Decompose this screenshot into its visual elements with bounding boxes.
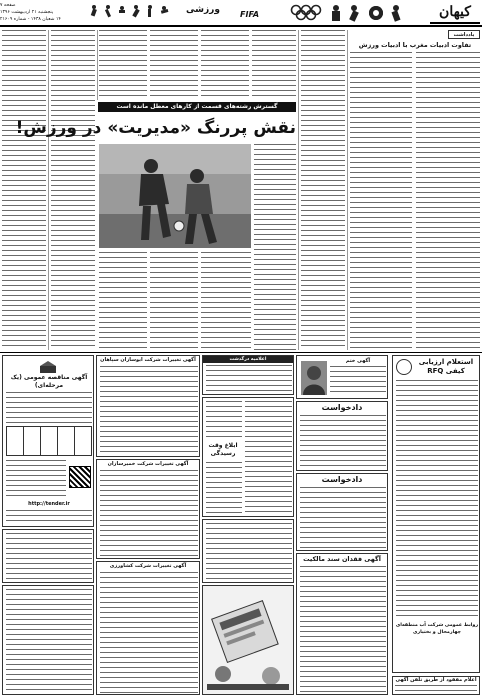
article-column	[150, 252, 198, 350]
sport-pictogram-icon	[86, 4, 176, 20]
company-change-ad-3	[96, 561, 200, 695]
lost-deed-title: آگهی فقدان سند مالکیت	[303, 555, 381, 563]
feature-subhead-bar	[98, 102, 296, 112]
boxbar: اعلامیه درگذشت	[203, 356, 293, 363]
portrait-photo	[301, 361, 327, 395]
logo-text: کیهان	[439, 4, 471, 20]
classified-ad	[202, 519, 294, 583]
rfq-title: استعلام ارزیابی کیفی RFQ	[418, 358, 474, 375]
fifa-logo: FIFA	[240, 10, 260, 19]
masthead	[0, 0, 482, 26]
article-column	[301, 30, 345, 350]
obituary-title: آگهی ختم	[345, 358, 371, 364]
tender-table	[6, 426, 92, 456]
article-column	[51, 30, 95, 350]
classified-ad	[2, 585, 94, 695]
feature-subhead: گسترش رشته‌های قسمت از کارهای معطل مانده است	[116, 103, 278, 110]
tender-title: آگهی مناقصه عمومی (یک مرحله‌ای)	[10, 374, 88, 389]
article-column	[201, 252, 251, 350]
rfq-ad	[392, 355, 480, 673]
company-change-title: آگهی تغییرات شرکت خمیرسازان	[107, 461, 189, 467]
obituary-ad	[296, 355, 388, 399]
promo-ad	[202, 585, 294, 695]
article-column	[201, 30, 249, 100]
hearing-title: ابلاغ وقت رسیدگی	[208, 442, 238, 457]
company-change-title: آگهی تغییرات شرکت کشاورزی	[109, 563, 187, 569]
article-column	[99, 252, 147, 350]
article-column	[150, 30, 198, 100]
lost-phone-title: اعلام مفقود از طریق تلفن آگهی	[395, 677, 477, 683]
notice-ad	[202, 355, 294, 395]
note-body	[416, 52, 480, 350]
article-column	[99, 30, 147, 100]
qr-code-icon	[69, 466, 91, 488]
date-line: ۱۴ شعبان ۱۴۳۸ - شماره ۲۱۶۰۹	[0, 17, 61, 22]
section-title: ورزشی	[186, 5, 220, 15]
company-change-ad-1	[96, 355, 200, 457]
company-change-ad-2	[96, 459, 200, 559]
tender-ad	[2, 355, 94, 527]
note-kicker	[448, 30, 480, 39]
rfq-footer: روابط عمومی شرکت آب منطقه‌ای چهارمحال و بختیاری	[395, 623, 479, 635]
petition-title: دادخواست	[321, 475, 363, 484]
classified-ad	[2, 529, 94, 583]
lost-deed-ad	[296, 553, 388, 695]
date-line: صفحه ۷	[0, 3, 16, 8]
note-title: تفاوت ادبیات مغرب با ادبیات ورزش	[358, 41, 472, 49]
feature-headline: نقش پررنگ «مدیریت» در ورزش!	[15, 118, 296, 138]
company-change-title: آگهی تغییرات شرکت ایوسازان سپاهان	[100, 357, 196, 363]
date-block	[0, 2, 78, 24]
note-kicker-label: یادداشت	[453, 32, 475, 38]
article-column	[254, 144, 296, 350]
article-column	[252, 30, 296, 100]
note-body	[350, 52, 412, 350]
olympic-rings-icon	[292, 6, 321, 20]
petition-title: دادخواست	[321, 403, 363, 412]
article-column	[2, 30, 46, 350]
sport-icons-left	[86, 4, 176, 20]
promo-illustration-icon	[203, 586, 293, 694]
sport-icons-right	[236, 2, 426, 24]
petition-ad-2	[296, 473, 388, 551]
ball-icon	[369, 6, 383, 20]
kayhan-logo	[430, 2, 480, 24]
rfq-body	[396, 380, 478, 618]
tender-url[interactable]: http://tender.ir	[28, 501, 70, 507]
rfq-logo-icon	[396, 359, 412, 375]
feature-photo	[99, 144, 251, 248]
lost-phone-ad	[392, 676, 480, 695]
date-line: پنجشنبه ۲۱ اردیبهشت ۱۳۹۶	[0, 10, 54, 15]
hearing-notice-ad	[202, 397, 294, 517]
petition-ad-1	[296, 401, 388, 471]
emblem-icon	[39, 359, 57, 373]
